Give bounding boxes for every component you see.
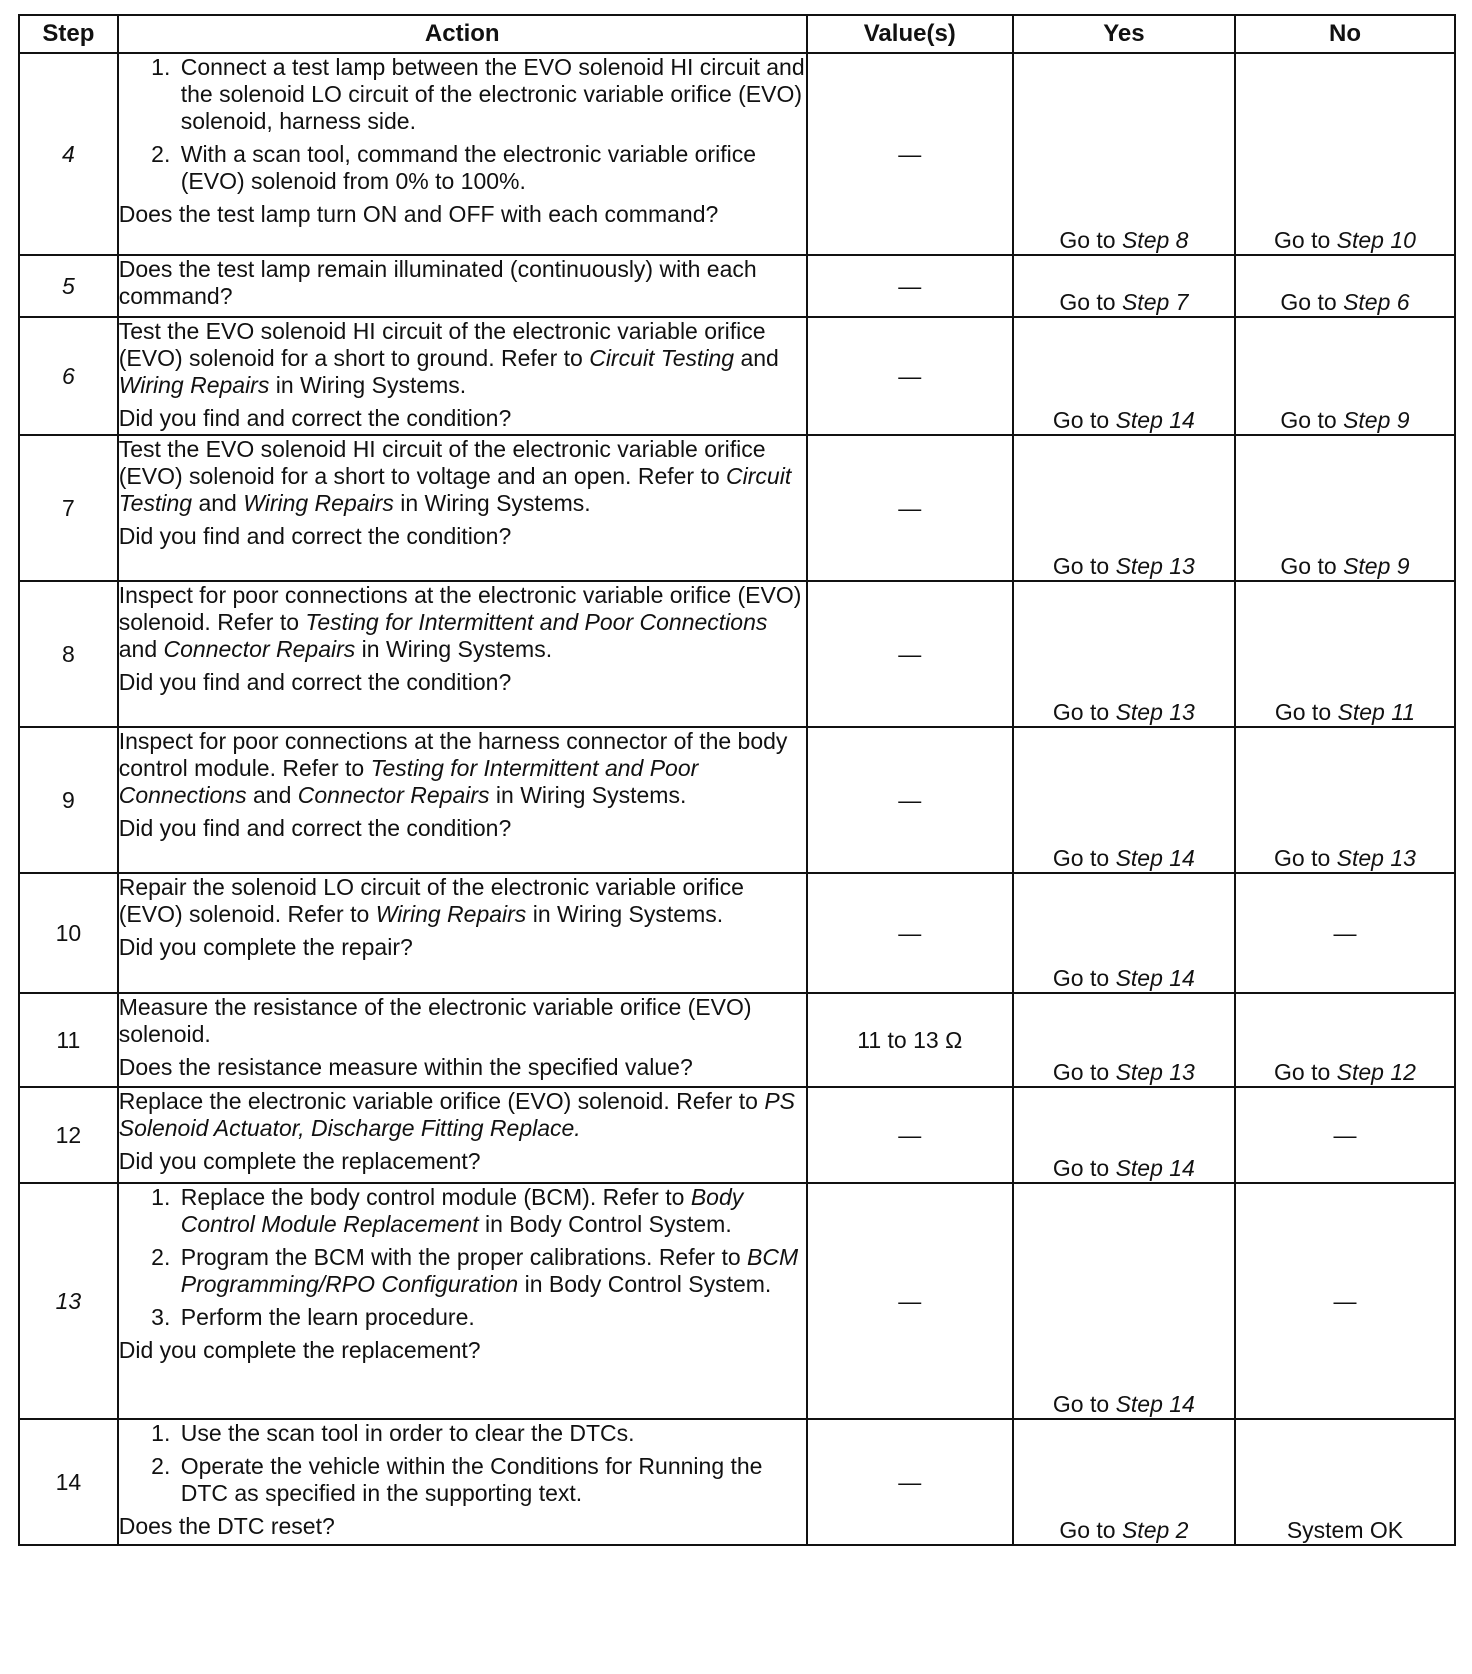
action-list-item: 1. Replace the body control module (BCM). Refer to Body Control Module Replacement in Body Control System.	[177, 1184, 806, 1238]
value-cell: —	[807, 53, 1013, 255]
goto-prefix: Go to	[1280, 289, 1337, 315]
action-cell	[118, 53, 807, 255]
diagnostic-table	[18, 14, 1456, 1546]
action-text: Test the EVO solenoid HI circuit of the electronic variable orifice (EVO) solenoid for a short to voltage and an open. Refer to Circuit Testing and Wiring Repairs in Wiring Systems.	[118, 436, 792, 516]
step-number: 9	[19, 727, 118, 873]
value-cell: —	[807, 581, 1013, 727]
header-values: Value(s)	[807, 15, 1013, 53]
step-link[interactable]: Step 9	[1343, 553, 1410, 579]
step-link[interactable]: Step 12	[1336, 1059, 1416, 1085]
step-number: 8	[19, 581, 118, 727]
table-row	[19, 53, 1455, 255]
table-row	[19, 581, 1455, 727]
no-cell: System OK	[1235, 1419, 1455, 1545]
action-cell	[118, 581, 807, 727]
action-question: Did you find and correct the condition?	[118, 669, 512, 695]
goto-prefix: Go to	[1274, 699, 1332, 725]
action-list-item: 1. Use the scan tool in order to clear the DTCs.	[177, 1420, 806, 1447]
table-row	[19, 435, 1455, 581]
no-cell	[1235, 317, 1455, 435]
yes-cell	[1013, 1419, 1235, 1545]
action-question: Did you find and correct the condition?	[118, 405, 512, 431]
goto-prefix: Go to	[1052, 1059, 1110, 1085]
step-number: 12	[19, 1087, 118, 1183]
step-link[interactable]: Step 8	[1121, 227, 1189, 253]
yes-cell	[1013, 727, 1235, 873]
reference: Circuit Testing	[589, 345, 735, 371]
value-cell: —	[807, 727, 1013, 873]
reference: Body Control Module Replacement	[180, 1184, 744, 1237]
no-cell	[1235, 255, 1455, 317]
step-link[interactable]: Step 9	[1343, 407, 1410, 433]
step-link[interactable]: Step 13	[1115, 1059, 1195, 1085]
action-list-item: 2. With a scan tool, command the electronic variable orifice (EVO) solenoid from 0% to 100%.	[177, 141, 806, 195]
goto-prefix: Go to	[1274, 845, 1331, 871]
step-link[interactable]: Step 13	[1336, 845, 1416, 871]
goto-prefix: Go to	[1052, 1391, 1110, 1417]
goto-prefix: Go to	[1052, 553, 1110, 579]
goto-prefix: Go to	[1059, 227, 1116, 253]
step-link[interactable]: Step 11	[1337, 699, 1416, 725]
header-row	[19, 15, 1455, 53]
action-list	[119, 1420, 806, 1507]
table-row	[19, 1419, 1455, 1545]
action-text: Replace the electronic variable orifice (EVO) solenoid. Refer to PS Solenoid Actuator, Discharge Fitting Replace.	[118, 1088, 796, 1141]
table-row	[19, 317, 1455, 435]
reference: Connector Repairs	[297, 782, 490, 808]
value-cell: —	[807, 873, 1013, 993]
step-link[interactable]: Step 13	[1115, 699, 1195, 725]
no-cell: —	[1235, 873, 1455, 993]
header-action: Action	[118, 15, 807, 53]
action-question: Does the test lamp turn ON and OFF with each command?	[118, 201, 719, 227]
table-row	[19, 1183, 1455, 1419]
step-link[interactable]: Step 14	[1115, 845, 1195, 871]
step-link[interactable]: Step 14	[1115, 1391, 1195, 1417]
yes-cell	[1013, 317, 1235, 435]
table-row	[19, 1087, 1455, 1183]
action-cell	[118, 317, 807, 435]
action-text: Test the EVO solenoid HI circuit of the electronic variable orifice (EVO) solenoid for a short to ground. Refer to Circuit Testing and Wiring Repairs in Wiring Systems.	[118, 318, 779, 398]
step-link[interactable]: Step 2	[1121, 1517, 1189, 1543]
reference: Circuit Testing	[118, 463, 792, 516]
step-link[interactable]: Step 13	[1115, 553, 1195, 579]
step-number: 7	[19, 435, 118, 581]
table-row	[19, 993, 1455, 1087]
reference: Connector Repairs	[163, 636, 356, 662]
goto-prefix: Go to	[1052, 845, 1110, 871]
goto-prefix: Go to	[1052, 1155, 1110, 1181]
action-list-item: 3. Perform the learn procedure.	[177, 1304, 806, 1331]
yes-cell	[1013, 435, 1235, 581]
goto-prefix: Go to	[1280, 407, 1337, 433]
step-number: 4	[19, 53, 118, 255]
header-step: Step	[19, 15, 118, 53]
action-list-item: 2. Program the BCM with the proper calibrations. Refer to BCM Programming/RPO Configuration in Body Control System.	[177, 1244, 806, 1298]
action-cell	[118, 435, 807, 581]
reference: Wiring Repairs	[243, 490, 394, 516]
yes-cell	[1013, 1183, 1235, 1419]
step-link[interactable]: Step 10	[1336, 227, 1416, 253]
action-cell	[118, 255, 807, 317]
no-cell: —	[1235, 1087, 1455, 1183]
table-row	[19, 727, 1455, 873]
yes-cell	[1013, 53, 1235, 255]
action-question: Does the resistance measure within the specified value?	[118, 1054, 693, 1080]
action-text: Inspect for poor connections at the electronic variable orifice (EVO) solenoid. Refer to Testing for Intermittent and Poor Connections and Connector Repairs in Wiring Systems.	[118, 582, 802, 662]
action-cell	[118, 727, 807, 873]
action-question: Did you find and correct the condition?	[118, 523, 512, 549]
goto-prefix: Go to	[1052, 965, 1110, 991]
step-number: 6	[19, 317, 118, 435]
action-question: Did you complete the replacement?	[118, 1337, 481, 1363]
goto-prefix: Go to	[1052, 407, 1110, 433]
action-text: Repair the solenoid LO circuit of the electronic variable orifice (EVO) solenoid. Refer to Wiring Repairs in Wiring Systems.	[118, 874, 744, 927]
yes-cell	[1013, 255, 1235, 317]
no-cell	[1235, 993, 1455, 1087]
step-number: 5	[19, 255, 118, 317]
step-link[interactable]: Step 14	[1115, 1155, 1195, 1181]
action-list-item: 2. Operate the vehicle within the Conditions for Running the DTC as specified in the supporting text.	[177, 1453, 806, 1507]
yes-cell	[1013, 1087, 1235, 1183]
value-cell: —	[807, 1087, 1013, 1183]
action-list-item: 1. Connect a test lamp between the EVO solenoid HI circuit and the solenoid LO circuit of the electronic variable orifice (EVO) solenoid, harness side.	[177, 54, 806, 135]
reference: PS Solenoid Actuator, Discharge Fitting Replace.	[118, 1088, 796, 1141]
no-cell	[1235, 53, 1455, 255]
action-cell	[118, 1419, 807, 1545]
value-cell: —	[807, 1419, 1013, 1545]
yes-cell	[1013, 581, 1235, 727]
reference: Wiring Repairs	[375, 901, 527, 927]
goto-prefix: Go to	[1274, 1059, 1331, 1085]
reference: Testing for Intermittent and Poor Connections	[305, 609, 768, 635]
action-cell	[118, 993, 807, 1087]
action-cell	[118, 873, 807, 993]
action-list	[119, 1184, 806, 1331]
goto-prefix: Go to	[1059, 289, 1116, 315]
no-cell	[1235, 581, 1455, 727]
no-cell	[1235, 727, 1455, 873]
action-question: Did you complete the repair?	[118, 934, 413, 960]
action-cell	[118, 1183, 807, 1419]
header-no: No	[1235, 15, 1455, 53]
goto-prefix: Go to	[1052, 699, 1110, 725]
value-cell: —	[807, 435, 1013, 581]
value-cell: —	[807, 317, 1013, 435]
step-number: 10	[19, 873, 118, 993]
yes-cell	[1013, 993, 1235, 1087]
goto-prefix: Go to	[1280, 553, 1337, 579]
action-question: Did you complete the replacement?	[118, 1148, 481, 1174]
table-row	[19, 255, 1455, 317]
step-number: 11	[19, 993, 118, 1087]
reference: Wiring Repairs	[118, 372, 270, 398]
action-question: Did you find and correct the condition?	[118, 815, 512, 841]
step-link[interactable]: Step 6	[1343, 289, 1410, 315]
value-cell: —	[807, 1183, 1013, 1419]
table-row	[19, 873, 1455, 993]
goto-prefix: Go to	[1059, 1517, 1116, 1543]
step-number: 14	[19, 1419, 118, 1545]
step-link[interactable]: Step 14	[1115, 407, 1195, 433]
action-question: Does the test lamp remain illuminated (continuously) with each command?	[118, 256, 757, 309]
reference: BCM Programming/RPO Configuration	[180, 1244, 799, 1297]
reference: Testing for Intermittent and Poor Connections	[118, 755, 699, 808]
header-yes: Yes	[1013, 15, 1235, 53]
value-cell: 11 to 13 Ω	[807, 993, 1013, 1087]
action-text: Measure the resistance of the electronic variable orifice (EVO) solenoid.	[118, 994, 752, 1047]
no-cell: —	[1235, 1183, 1455, 1419]
action-cell	[118, 1087, 807, 1183]
goto-prefix: Go to	[1274, 227, 1331, 253]
step-number: 13	[19, 1183, 118, 1419]
step-link[interactable]: Step 14	[1115, 965, 1195, 991]
action-list	[119, 54, 806, 195]
no-cell	[1235, 435, 1455, 581]
step-link[interactable]: Step 7	[1121, 289, 1189, 315]
action-question: Does the DTC reset?	[118, 1513, 335, 1539]
action-text: Inspect for poor connections at the harness connector of the body control module. Refer to Testing for Intermittent and Poor Connections and Connector Repairs in Wiring Systems.	[118, 728, 788, 808]
yes-cell	[1013, 873, 1235, 993]
value-cell: —	[807, 255, 1013, 317]
